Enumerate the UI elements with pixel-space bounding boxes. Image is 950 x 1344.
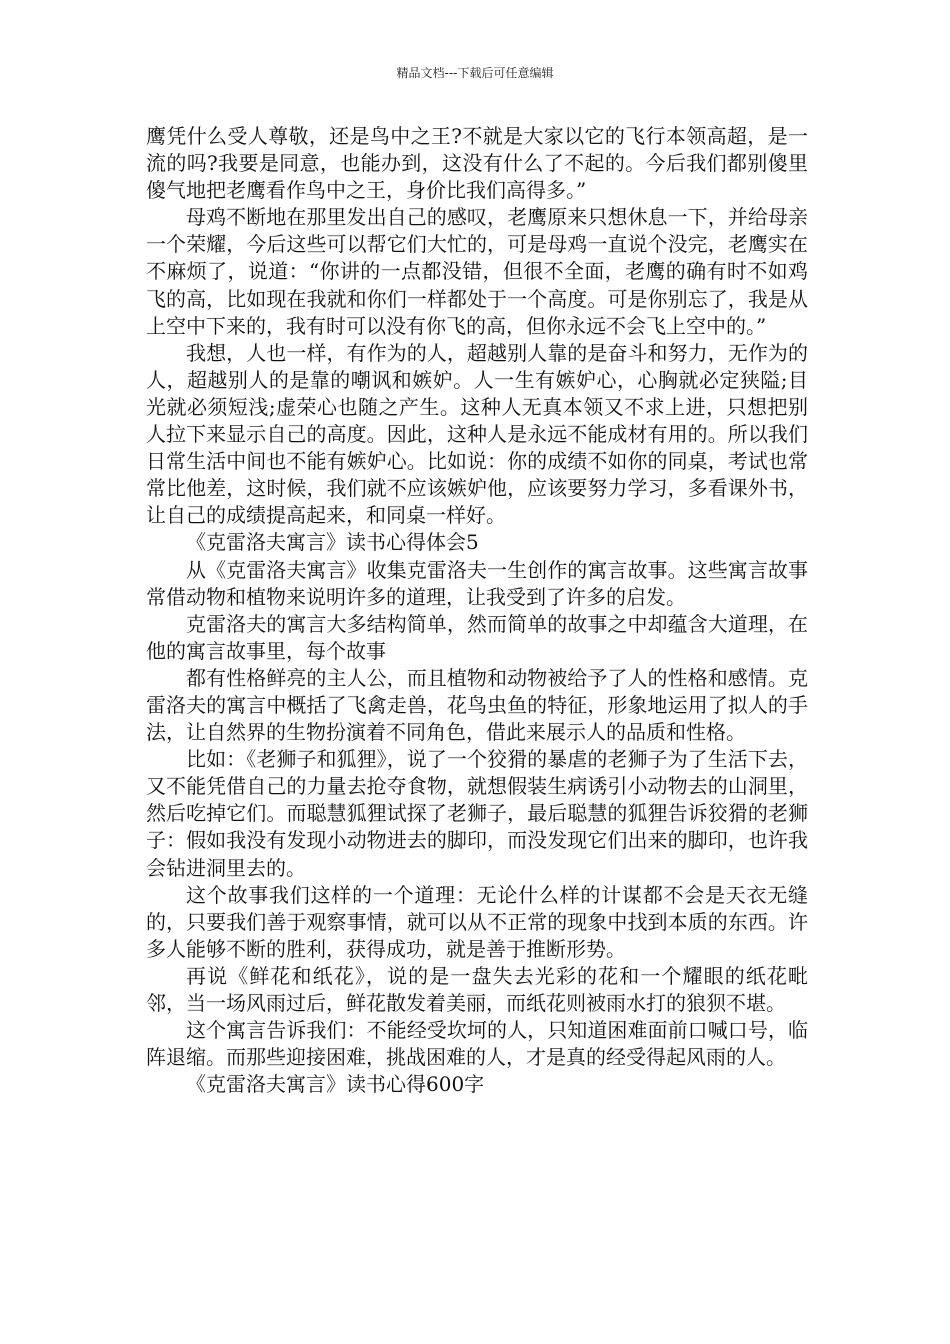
paragraph: 这个故事我们这样的一个道理：无论什么样的计谋都不会是天衣无缝的，只要我们善于观察事情，就可以从不正常的现象中找到本质的东西。许多人能够不断的胜利，获得成功，就是善于推断形势。	[146, 882, 808, 961]
paragraph: 克雷洛夫的寓言大多结构简单，然而简单的故事之中却蕴含大道理，在他的寓言故事里，每个故事	[146, 611, 808, 663]
document-body	[146, 123, 808, 1098]
paragraph: 比如：《老狮子和狐狸》，说了一个狡猾的暴虐的老狮子为了生活下去，又不能凭借自己的力量去抢夺食物，就想假装生病诱引小动物去的山洞里，然后吃掉它们。而聪慧狐狸试探了老狮子，最后聪慧的狐狸告诉狡猾的老狮子：假如我没有发现小动物进去的脚印，而没发现它们出来的脚印，也许我会钻进洞里去的。	[146, 747, 808, 880]
section-heading: 《克雷洛夫寓言》读书心得600字	[186, 1072, 485, 1097]
paragraph: 我想，人也一样，有作为的人，超越别人靠的是奋斗和努力，无作为的人，超越别人的是靠的嘲讽和嫉妒。人一生有嫉妒心，心胸就必定狭隘;目光就必须短浅;虚荣心也随之产生。这种人无真本领又不求上进，只想把别人拉下来显示自己的高度。因此，这种人是永远不能成材有用的。所以我们日常生活中间也不能有嫉妒心。比如说：你的成绩不如你的同桌，考试也常常比他差，这时候，我们就不应该嫉妒他，应该要努力学习，多看课外书，让自己的成绩提高起来，和同桌一样好。	[146, 340, 808, 528]
page-header: 精品文档---下载后可任意编辑	[396, 66, 554, 80]
paragraph: 都有性格鲜亮的主人公，而且植物和动物被给予了人的性格和感情。克雷洛夫的寓言中概括了飞禽走兽，花鸟虫鱼的特征，形象地运用了拟人的手法，让自然界的生物扮演着不同角色，借此来展示人的品质和性格。	[146, 665, 808, 745]
paragraph: 母鸡不断地在那里发出自己的感叹，老鹰原来只想休息一下，并给母亲一个荣耀，今后这些可以帮它们大忙的，可是母鸡一直说个没完，老鹰实在不麻烦了，说道：“你讲的一点都没错，但很不全面，老鹰的确有时不如鸡飞的高，比如现在我就和你们一样都处于一个高度。可是你别忘了，我是从上空中下来的，我有时可以没有你飞的高，但你永远不会飞上空中的。”	[146, 205, 808, 338]
section-heading: 《克雷洛夫寓言》读书心得体会5	[186, 530, 479, 555]
paragraph: 再说《鲜花和纸花》，说的是一盘失去光彩的花和一个耀眼的纸花毗邻，当一场风雨过后，鲜花散发着美丽，而纸花则被雨水打的狼狈不堪。	[146, 963, 808, 1015]
paragraph: 从《克雷洛夫寓言》收集克雷洛夫一生创作的寓言故事。这些寓言故事常借动物和植物来说明许多的道理，让我受到了许多的启发。	[146, 557, 808, 609]
paragraph-continuation: 鹰凭什么受人尊敬，还是鸟中之王?不就是大家以它的飞行本领高超，是一流的吗?我要是同意，也能办到，这没有什么了不起的。今后我们都别傻里傻气地把老鹰看作鸟中之王，身价比我们高得多。”	[146, 124, 808, 203]
paragraph: 这个寓言告诉我们：不能经受坎坷的人，只知道困难面前口喊口号，临阵退缩。而那些迎接困难，挑战困难的人，才是真的经受得起风雨的人。	[146, 1018, 808, 1070]
